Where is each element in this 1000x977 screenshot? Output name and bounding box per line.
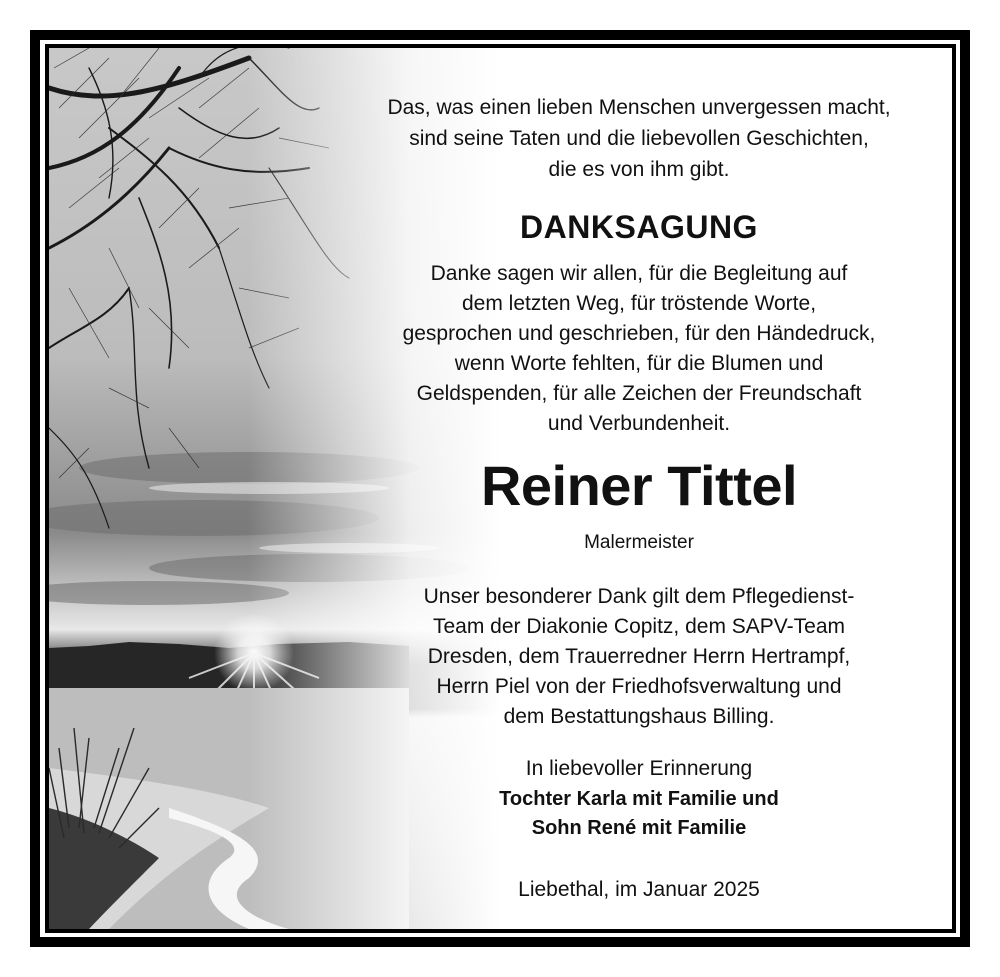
- thanks-line-4: wenn Worte fehlten, für die Blumen und: [454, 352, 824, 375]
- signatory-1: Tochter Karla mit Familie und: [499, 788, 779, 810]
- thanks-line-2: dem letzten Weg, für tröstende Worte,: [461, 292, 817, 315]
- thanks-line-6: und Verbundenheit.: [547, 412, 731, 435]
- closing: In liebevoller Erinnerung: [525, 757, 753, 780]
- special-thanks-line-2: Team der Diakonie Copitz, dem SAPV-Team: [432, 615, 845, 638]
- heading-danksagung: DANKSAGUNG: [520, 209, 758, 245]
- thanks-line-5: Geldspenden, für alle Zeichen der Freundschaft: [416, 382, 862, 405]
- thanks-line-1: Danke sagen wir allen, für die Begleitung auf: [430, 262, 848, 285]
- deceased-name: Reiner Tittel: [480, 454, 798, 517]
- quote-line-1: Das, was einen lieben Menschen unvergessen macht,: [387, 96, 891, 119]
- special-thanks-line-4: Herrn Piel von der Friedhofsverwaltung und: [436, 675, 842, 698]
- thanks-line-3: gesprochen und geschrieben, für den Händedruck,: [402, 322, 876, 345]
- signatory-2: Sohn René mit Familie: [531, 817, 747, 839]
- notice-panel: [45, 44, 956, 933]
- quote-line-3: die es von ihm gibt.: [548, 158, 730, 181]
- special-thanks-line-3: Dresden, dem Trauerredner Herrn Hertrampf,: [427, 645, 851, 668]
- special-thanks-line-5: dem Bestattungshaus Billing.: [503, 705, 775, 728]
- profession: Malermeister: [584, 532, 694, 553]
- quote-line-2: sind seine Taten und die liebevollen Geschichten,: [409, 127, 869, 150]
- place-date: Liebethal, im Januar 2025: [518, 878, 760, 901]
- special-thanks-line-1: Unser besonderer Dank gilt dem Pflegedienst-: [423, 585, 855, 608]
